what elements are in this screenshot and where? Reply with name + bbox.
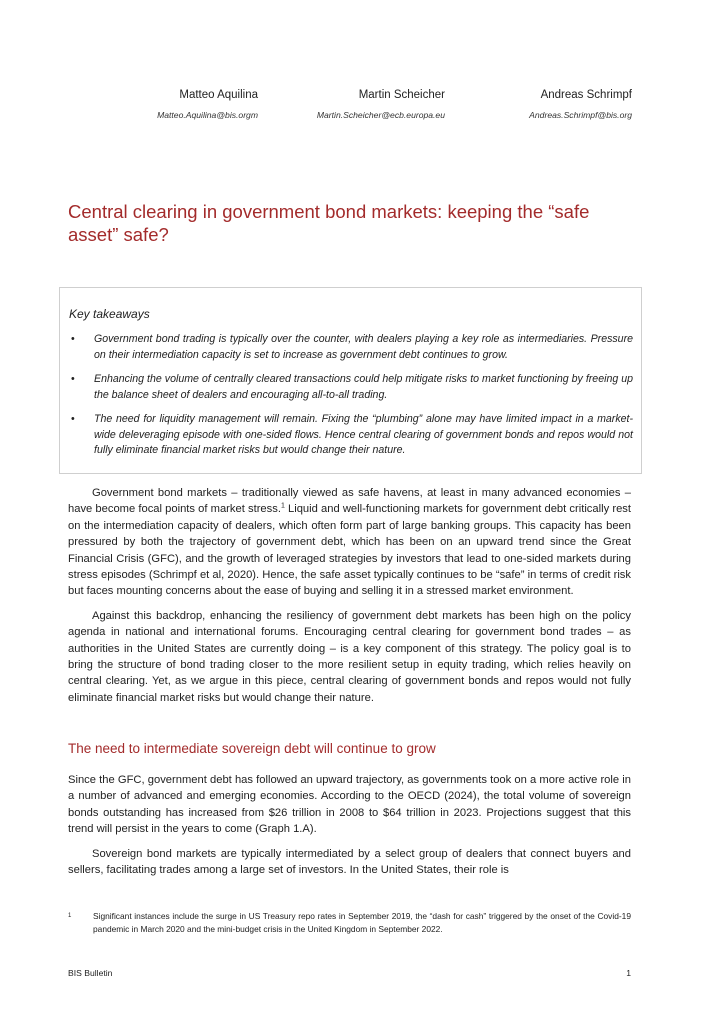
author-email[interactable]: Matteo.Aquilina@bis.orgm (157, 110, 258, 120)
list-item (69, 372, 633, 403)
section-heading: The need to intermediate sovereign debt will continue to grow (68, 741, 436, 756)
author-email[interactable]: Andreas.Schrimpf@bis.org (529, 110, 632, 120)
page-title: Central clearing in government bond markets: keeping the “safe asset” safe? (68, 201, 590, 245)
author-2 (317, 88, 445, 121)
paragraph: Sovereign bond markets are typically intermediated by a select group of dealers that connect buyers and sellers, facilitating trades among a large set of investors. In the United States, their role is (68, 847, 631, 877)
footnote-ref[interactable]: 1 (280, 502, 285, 510)
author-email[interactable]: Martin.Scheicher@ecb.europa.eu (316, 110, 445, 120)
page-number: 1 (626, 968, 631, 978)
author-name: Andreas Schrimpf (540, 89, 632, 101)
author-name: Martin Scheicher (358, 89, 445, 101)
list-item (69, 412, 633, 459)
paragraph (68, 485, 631, 600)
author-3 (529, 88, 632, 121)
list-item (69, 332, 633, 363)
list-item-text: The need for liquidity management will remain. Fixing the “plumbing” alone may have limited impact in a market-wide deleveraging episode with one-sided flows. Hence central clearing of government bonds and repos would not fully eliminate financial market risks but would change their nature. (94, 413, 633, 456)
page-footer (68, 968, 631, 978)
body-section-2 (68, 772, 631, 878)
footnote-text: Significant instances include the surge in US Treasury repo rates in September 2019, the “dash for cash” triggered by the onset of the Covid-19 pandemic in March 2020 and the mini-budget crisis in the United Kingdom in September 2022. (93, 911, 631, 934)
list-item-text: Enhancing the volume of centrally cleared transactions could help mitigate risks to market functioning by freeing up the balance sheet of dealers and encouraging all-to-all trading. (94, 373, 633, 401)
paragraph-text: Government bond markets – traditionally viewed as safe havens, at least in many advanced economies – have become focal points of market stress. (68, 487, 631, 516)
footnote-mark: 1 (68, 913, 72, 919)
author-block (80, 88, 632, 128)
bullet-icon: • (71, 373, 75, 385)
footnote (68, 910, 631, 936)
body-section-1 (68, 485, 631, 706)
key-takeaways-list (69, 332, 633, 468)
key-takeaways-heading: Key takeaways (69, 307, 150, 321)
key-takeaways-box (59, 287, 642, 474)
bullet-icon: • (71, 333, 75, 345)
footer-publication: BIS Bulletin (68, 968, 113, 978)
author-1 (157, 88, 258, 121)
bullet-icon: • (71, 413, 75, 425)
paragraph-text: Liquid and well-functioning markets for government debt critically rest on the intermediation capacity of dealers, which often form part of large banking groups. This capacity has been pressured by both the trajectory of government debt, which has been on an upward trend since the Great Financial Crisis (GFC), and the growth of leveraged strategies by investors that lead to one-sided markets during stress episodes (Schrimpf et al, 2020). Hence, the safe asset typically continues to be “safe” in terms of credit risk but faces mounting concerns about the ease of buying and selling it in a stressed market environment. (68, 503, 631, 598)
author-name: Matteo Aquilina (179, 89, 258, 101)
list-item-text: Government bond trading is typically over the counter, with dealers playing a key role as intermediaries. Pressure on their intermediation capacity is set to increase as government debt continues to grow. (94, 333, 633, 361)
paragraph: Against this backdrop, enhancing the resiliency of government debt markets has been high on the policy agenda in national and international forums. Encouraging central clearing for government bond trades – as authorities in the United States are currently doing – is a key component of this strategy. The policy goal is to bring the structure of bond trading closer to the more resilient setup in equity trading, which relies heavily on central clearing. Yet, as we argue in this piece, central clearing of government bonds and repos would not fully eliminate financial market risks but would change their nature. (68, 609, 631, 704)
paragraph: Since the GFC, government debt has followed an upward trajectory, as governments took on a more active role in a number of advanced and emerging economies. According to the OECD (2024), the total volume of sovereign bonds outstanding has increased from $26 trillion in 2008 to $64 trillion in 2023. Projections suggest that this trend will persist in the years to come (Graph 1.A). (68, 774, 631, 836)
